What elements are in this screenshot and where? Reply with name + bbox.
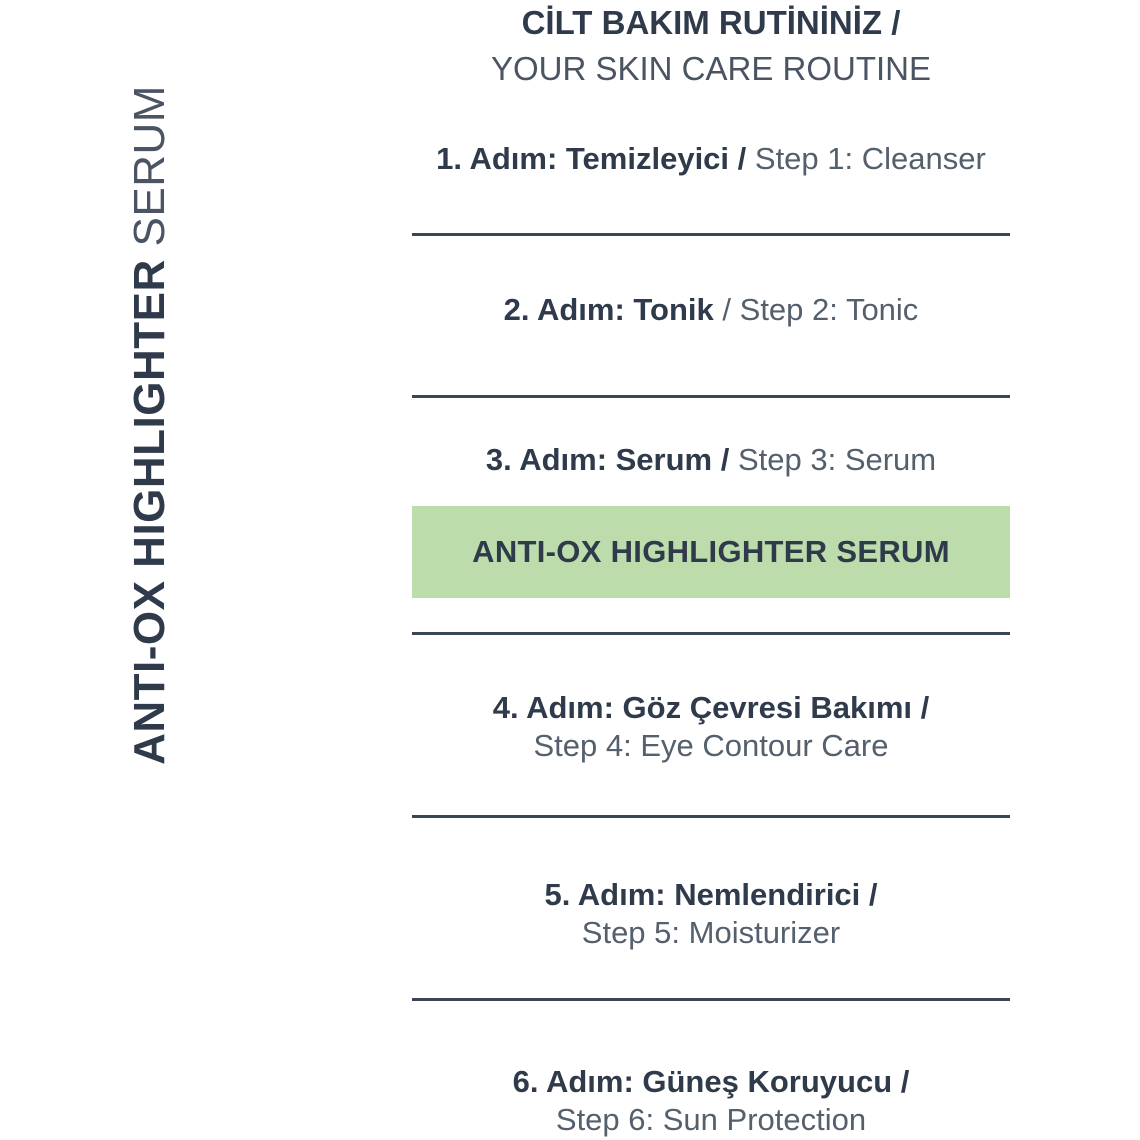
highlighted-product-label: ANTI-OX HIGHLIGHTER SERUM — [472, 534, 950, 569]
divider-3 — [412, 632, 1010, 635]
heading-turkish: CİLT BAKIM RUTİNİNİZ / — [521, 4, 901, 41]
product-name-light: SERUM — [125, 85, 174, 247]
step-2 — [412, 291, 1010, 329]
step-4-english: Step 4: Eye Contour Care — [533, 728, 889, 763]
heading-english: YOUR SKIN CARE ROUTINE — [490, 50, 932, 87]
step-4 — [412, 689, 1010, 765]
step-2-turkish: 2. Adım: Tonik — [503, 292, 714, 327]
divider-4 — [412, 815, 1010, 818]
highlighted-product-box — [412, 506, 1010, 598]
step-3-english: Step 3: Serum — [737, 442, 937, 477]
step-1-turkish: 1. Adım: Temizleyici / — [436, 141, 747, 176]
step-6-turkish: 6. Adım: Güneş Koruyucu / — [512, 1064, 910, 1099]
step-3-turkish: 3. Adım: Serum / — [485, 442, 730, 477]
step-6 — [412, 1063, 1010, 1139]
step-3 — [412, 441, 1010, 479]
product-vertical-title — [125, 85, 174, 765]
step-6-english: Step 6: Sun Protection — [555, 1102, 867, 1137]
divider-5 — [412, 998, 1010, 1001]
step-1-english: Step 1: Cleanser — [754, 141, 986, 176]
product-name-bold: ANTI-OX HIGHLIGHTER — [125, 259, 174, 765]
step-5 — [412, 876, 1010, 952]
step-5-english: Step 5: Moisturizer — [581, 915, 841, 950]
routine-heading — [412, 0, 1010, 92]
divider-1 — [412, 233, 1010, 236]
step-2-english: / Step 2: Tonic — [722, 292, 919, 327]
step-5-turkish: 5. Adım: Nemlendirici / — [544, 877, 878, 912]
step-4-turkish: 4. Adım: Göz Çevresi Bakımı / — [492, 690, 930, 725]
step-1 — [412, 140, 1010, 178]
divider-2 — [412, 395, 1010, 398]
